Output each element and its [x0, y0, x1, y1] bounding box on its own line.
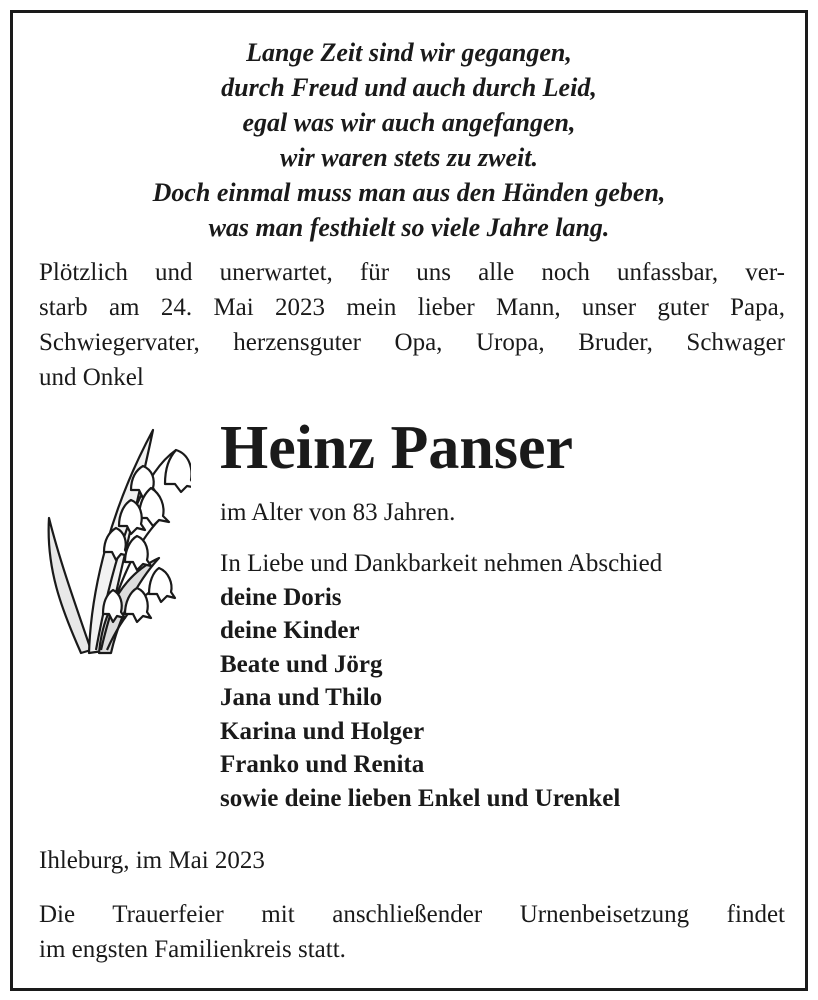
announcement-line: Schwiegervater, herzensguter Opa, Uropa, Bruder, Schwager	[39, 329, 785, 356]
funeral-info-line: im engsten Familienkreis statt.	[39, 936, 346, 963]
mourner-name: Karina und Holger	[220, 717, 425, 745]
announcement-line: starb am 24. Mai 2023 mein lieber Mann, unser guter Papa,	[39, 294, 785, 321]
mourner-name: Franko und Renita	[220, 751, 425, 778]
mourner-name: deine Kinder	[220, 617, 360, 644]
mourner-name: sowie deine lieben Enkel und Urenkel	[220, 784, 621, 812]
announcement-line: Plötzlich und unerwartet, für uns alle noch unfassbar, ver-	[39, 259, 785, 286]
poem-line: wir waren stets zu zweit.	[280, 143, 538, 172]
poem-line: Lange Zeit sind wir gegangen,	[246, 38, 572, 67]
mourners-list	[220, 547, 662, 815]
poem-line: was man festhielt so viele Jahre lang.	[208, 213, 610, 242]
poem-line: Doch einmal muss man aus den Händen geben,	[152, 178, 666, 207]
mourner-name: Beate und Jörg	[220, 650, 383, 678]
mourner-name: deine Doris	[220, 583, 342, 611]
place-date: Ihleburg, im Mai 2023	[39, 847, 265, 874]
mourner-name: Jana und Thilo	[220, 684, 383, 711]
poem-line: durch Freud und auch durch Leid,	[221, 73, 597, 102]
obituary-notice	[10, 10, 808, 991]
announcement-text	[39, 255, 785, 395]
deceased-name: Heinz Panser	[220, 414, 573, 482]
funeral-info-line: Die Trauerfeier mit anschließender Urnenbeisetzung findet	[39, 901, 785, 928]
farewell-line: In Liebe und Dankbarkeit nehmen Abschied	[220, 550, 663, 577]
announcement-line: und Onkel	[39, 364, 144, 391]
poem-line: egal was wir auch angefangen,	[242, 108, 576, 137]
funeral-info	[39, 897, 785, 967]
memorial-poem	[13, 35, 805, 245]
age-line: im Alter von 83 Jahren.	[220, 499, 456, 526]
lily-of-the-valley-icon	[41, 418, 191, 658]
